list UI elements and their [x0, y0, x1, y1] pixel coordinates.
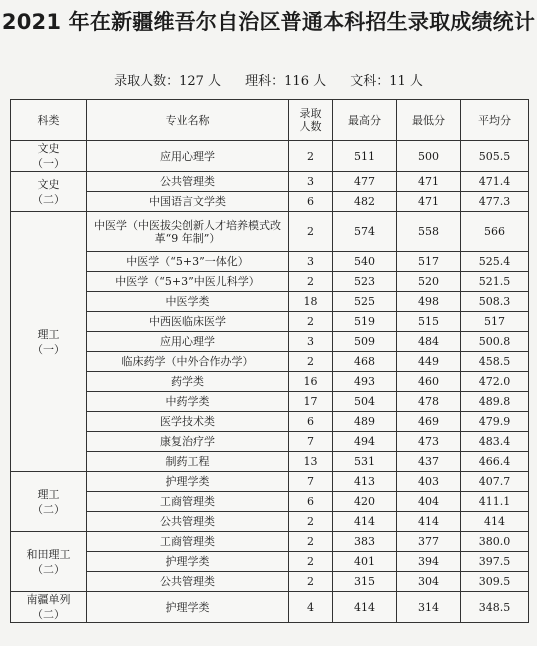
category-cell: [11, 172, 87, 212]
min-score-cell: 377: [397, 532, 461, 552]
max-score-cell: 420: [333, 492, 397, 512]
table-row: [11, 472, 529, 492]
avg-score-cell: 521.5: [461, 272, 529, 292]
count-cell: 18: [289, 292, 333, 312]
header-major: 专业名称: [87, 100, 289, 141]
table-row: [11, 392, 529, 412]
major-cell: 医学技术类: [87, 412, 289, 432]
min-score-cell: 520: [397, 272, 461, 292]
avg-score-cell: 309.5: [461, 572, 529, 592]
header-count-line1: 录取: [299, 107, 322, 120]
avg-score-cell: 348.5: [461, 592, 529, 623]
avg-score-cell: 472.0: [461, 372, 529, 392]
major-cell: 应用心理学: [87, 141, 289, 172]
max-score-cell: 315: [333, 572, 397, 592]
category-line2: （二）: [32, 562, 65, 576]
max-score-cell: 525: [333, 292, 397, 312]
table-row: [11, 172, 529, 192]
major-cell: 制药工程: [87, 452, 289, 472]
max-score-cell: 413: [333, 472, 397, 492]
avg-score-cell: 458.5: [461, 352, 529, 372]
major-cell: 应用心理学: [87, 332, 289, 352]
category-line1: 南疆单列: [26, 593, 71, 606]
major-cell: 公共管理类: [87, 172, 289, 192]
min-score-cell: 304: [397, 572, 461, 592]
table-row: [11, 412, 529, 432]
category-line2: （一）: [32, 157, 65, 170]
count-cell: 13: [289, 452, 333, 472]
max-score-cell: 519: [333, 312, 397, 332]
max-score-cell: 531: [333, 452, 397, 472]
category-line1: 文史: [37, 177, 60, 191]
count-cell: 2: [289, 212, 333, 252]
major-cell: 康复治疗学: [87, 432, 289, 452]
table-body: [11, 141, 529, 623]
table-row: [11, 141, 529, 172]
major-cell: 护理学类: [87, 552, 289, 572]
count-cell: 17: [289, 392, 333, 412]
count-cell: 3: [289, 332, 333, 352]
table-row: [11, 492, 529, 512]
major-cell: 护理学类: [87, 592, 289, 623]
count-cell: 6: [289, 492, 333, 512]
max-score-cell: 414: [333, 592, 397, 623]
avg-score-cell: 414: [461, 512, 529, 532]
count-cell: 2: [289, 272, 333, 292]
summary-science: 理科：116 人: [245, 74, 327, 89]
category-line1: 理工: [37, 487, 60, 501]
min-score-cell: 314: [397, 592, 461, 623]
max-score-cell: 468: [333, 352, 397, 372]
table-row: [11, 312, 529, 332]
avg-score-cell: 466.4: [461, 452, 529, 472]
table-row: [11, 292, 529, 312]
major-cell: 中医学（“5+3”中医儿科学）: [87, 272, 289, 292]
major-cell: 中医学（中医拔尖创新人才培养模式改革“9 年制”）: [87, 212, 289, 252]
table-row: [11, 512, 529, 532]
category-line2: （二）: [32, 608, 65, 621]
max-score-cell: 504: [333, 392, 397, 412]
major-cell: 工商管理类: [87, 492, 289, 512]
avg-score-cell: 479.9: [461, 412, 529, 432]
major-cell: 中国语言文学类: [87, 192, 289, 212]
min-score-cell: 484: [397, 332, 461, 352]
header-count-line2: 人数: [299, 120, 322, 133]
table-row: [11, 532, 529, 552]
enrollment-summary: [0, 70, 537, 89]
table-row: [11, 352, 529, 372]
category-cell: [11, 592, 87, 623]
major-cell: 中医学（“5+3”一体化）: [87, 252, 289, 272]
major-cell: 中医学类: [87, 292, 289, 312]
count-cell: 2: [289, 572, 333, 592]
max-score-cell: 494: [333, 432, 397, 452]
major-cell: 公共管理类: [87, 512, 289, 532]
table-header-row: [11, 100, 529, 141]
max-score-cell: 401: [333, 552, 397, 572]
count-cell: 3: [289, 252, 333, 272]
avg-score-cell: 505.5: [461, 141, 529, 172]
count-cell: 7: [289, 432, 333, 452]
count-cell: 6: [289, 192, 333, 212]
max-score-cell: 540: [333, 252, 397, 272]
min-score-cell: 500: [397, 141, 461, 172]
table-row: [11, 452, 529, 472]
max-score-cell: 493: [333, 372, 397, 392]
avg-score-cell: 407.7: [461, 472, 529, 492]
table-row: [11, 372, 529, 392]
max-score-cell: 489: [333, 412, 397, 432]
category-cell: [11, 212, 87, 472]
category-line2: （一）: [32, 342, 65, 356]
max-score-cell: 509: [333, 332, 397, 352]
min-score-cell: 437: [397, 452, 461, 472]
count-cell: 2: [289, 141, 333, 172]
max-score-cell: 477: [333, 172, 397, 192]
max-score-cell: 523: [333, 272, 397, 292]
max-score-cell: 414: [333, 512, 397, 532]
avg-score-cell: 411.1: [461, 492, 529, 512]
major-cell: 药学类: [87, 372, 289, 392]
major-cell: 中西医临床医学: [87, 312, 289, 332]
scores-table: [10, 99, 529, 623]
avg-score-cell: 397.5: [461, 552, 529, 572]
min-score-cell: 515: [397, 312, 461, 332]
avg-score-cell: 508.3: [461, 292, 529, 312]
header-count: [289, 100, 333, 141]
count-cell: 4: [289, 592, 333, 623]
category-line1: 理工: [37, 327, 60, 341]
max-score-cell: 511: [333, 141, 397, 172]
min-score-cell: 498: [397, 292, 461, 312]
min-score-cell: 469: [397, 412, 461, 432]
avg-score-cell: 483.4: [461, 432, 529, 452]
summary-total: 录取人数：127 人: [114, 74, 222, 89]
category-line1: 和田理工: [26, 547, 71, 561]
major-cell: 临床药学（中外合作办学）: [87, 352, 289, 372]
avg-score-cell: 566: [461, 212, 529, 252]
avg-score-cell: 477.3: [461, 192, 529, 212]
count-cell: 2: [289, 352, 333, 372]
major-cell: 工商管理类: [87, 532, 289, 552]
avg-score-cell: 517: [461, 312, 529, 332]
table-row: [11, 592, 529, 623]
avg-score-cell: 471.4: [461, 172, 529, 192]
major-cell: 护理学类: [87, 472, 289, 492]
header-category: 科类: [11, 100, 87, 141]
major-cell: 中药学类: [87, 392, 289, 412]
table-row: [11, 432, 529, 452]
count-cell: 2: [289, 552, 333, 572]
count-cell: 2: [289, 312, 333, 332]
min-score-cell: 558: [397, 212, 461, 252]
count-cell: 7: [289, 472, 333, 492]
min-score-cell: 471: [397, 172, 461, 192]
count-cell: 6: [289, 412, 333, 432]
category-cell: [11, 532, 87, 592]
header-min: 最低分: [397, 100, 461, 141]
count-cell: 2: [289, 512, 333, 532]
max-score-cell: 482: [333, 192, 397, 212]
avg-score-cell: 500.8: [461, 332, 529, 352]
table-row: [11, 192, 529, 212]
table-row: [11, 552, 529, 572]
count-cell: 2: [289, 532, 333, 552]
table-row: [11, 212, 529, 252]
summary-arts: 文科：11 人: [350, 74, 423, 89]
min-score-cell: 473: [397, 432, 461, 452]
table-row: [11, 332, 529, 352]
header-avg: 平均分: [461, 100, 529, 141]
min-score-cell: 449: [397, 352, 461, 372]
min-score-cell: 394: [397, 552, 461, 572]
page-title: 2021 年在新疆维吾尔自治区普通本科招生录取成绩统计: [1, 10, 536, 34]
min-score-cell: 517: [397, 252, 461, 272]
category-line1: 文史: [37, 142, 60, 155]
min-score-cell: 471: [397, 192, 461, 212]
avg-score-cell: 380.0: [461, 532, 529, 552]
table-row: [11, 572, 529, 592]
major-cell: 公共管理类: [87, 572, 289, 592]
count-cell: 3: [289, 172, 333, 192]
max-score-cell: 383: [333, 532, 397, 552]
min-score-cell: 460: [397, 372, 461, 392]
category-cell: [11, 141, 87, 172]
header-max: 最高分: [333, 100, 397, 141]
category-line2: （二）: [32, 192, 65, 206]
table-row: [11, 252, 529, 272]
avg-score-cell: 489.8: [461, 392, 529, 412]
max-score-cell: 574: [333, 212, 397, 252]
min-score-cell: 414: [397, 512, 461, 532]
avg-score-cell: 525.4: [461, 252, 529, 272]
category-cell: [11, 472, 87, 532]
min-score-cell: 478: [397, 392, 461, 412]
count-cell: 16: [289, 372, 333, 392]
min-score-cell: 404: [397, 492, 461, 512]
min-score-cell: 403: [397, 472, 461, 492]
category-line2: （二）: [32, 502, 65, 516]
table-row: [11, 272, 529, 292]
